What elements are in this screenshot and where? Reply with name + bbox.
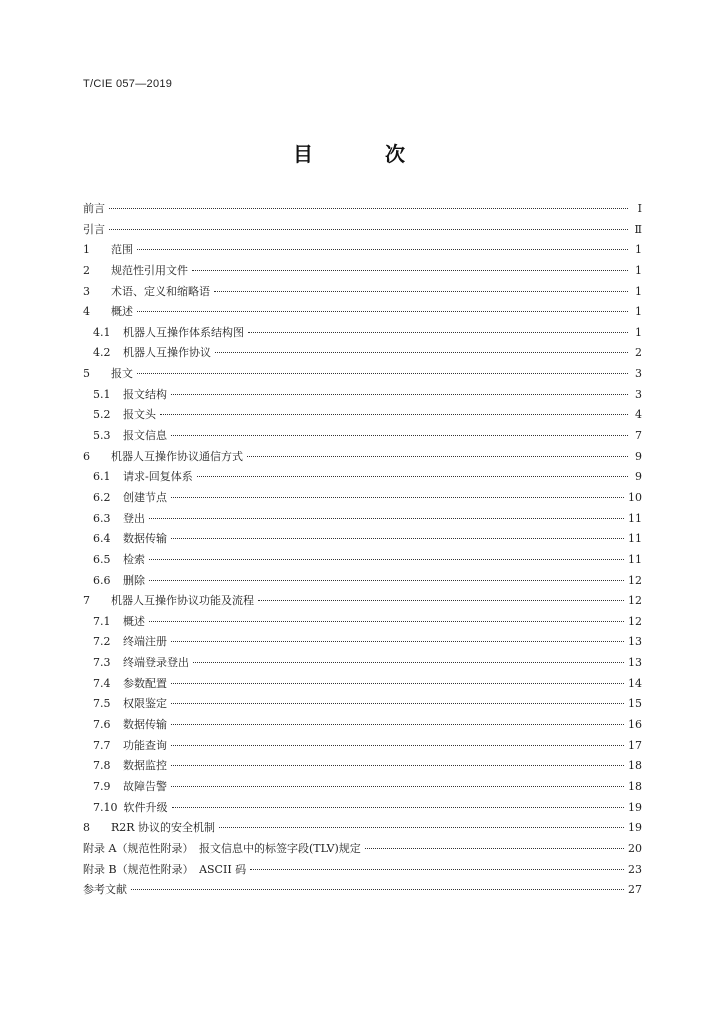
toc-entry-number: 6.6	[93, 573, 111, 587]
toc-entry[interactable]	[83, 447, 642, 468]
toc-entry-label: 参数配置	[123, 676, 167, 690]
toc-entry[interactable]	[83, 282, 642, 303]
toc-leader-dots	[149, 621, 624, 622]
toc-entry[interactable]	[83, 467, 642, 488]
toc-entry-number: 5	[83, 367, 90, 381]
toc-entry-label: 机器人互操作体系结构图	[123, 325, 244, 339]
toc-entry-number: 4.2	[93, 346, 111, 360]
toc-entry-page: 13	[628, 656, 642, 670]
toc-entry[interactable]	[83, 426, 642, 447]
toc-entry-page: 2	[635, 346, 642, 360]
toc-leader-dots	[171, 745, 624, 746]
toc-entry-label: 机器人互操作协议	[123, 346, 211, 360]
toc-entry-page: 13	[628, 635, 642, 649]
toc-entry-number: 7	[83, 594, 90, 608]
toc-entry-label: 报文头	[123, 408, 156, 422]
toc-entry[interactable]	[83, 880, 642, 901]
toc-entry[interactable]	[83, 860, 642, 881]
toc-entry-page: 16	[628, 718, 642, 732]
toc-entry[interactable]	[83, 571, 642, 592]
toc-entry-page: 11	[628, 532, 642, 546]
toc-entry-page: 15	[628, 697, 642, 711]
toc-entry-label: 数据监控	[123, 759, 167, 773]
toc-leader-dots	[192, 270, 628, 271]
document-code: T/CIE 057—2019	[83, 78, 173, 90]
toc-entry[interactable]	[83, 632, 642, 653]
toc-entry-number: 6.2	[93, 490, 111, 504]
toc-entry-label: 概述	[123, 614, 145, 628]
toc-entry-number: 7.5	[93, 697, 111, 711]
toc-entry[interactable]	[83, 591, 642, 612]
toc-leader-dots	[171, 641, 624, 642]
toc-entry[interactable]	[83, 715, 642, 736]
toc-entry[interactable]	[83, 302, 642, 323]
toc-entry-label: 登出	[123, 511, 145, 525]
toc-entry-number: 6	[83, 449, 90, 463]
toc-entry-page: 23	[628, 862, 642, 876]
toc-entry-label: 终端注册	[123, 635, 167, 649]
toc-entry-number: 7.1	[93, 614, 111, 628]
toc-entry-number: 7.7	[93, 738, 111, 752]
toc-entry-page: 9	[635, 449, 642, 463]
toc-entry[interactable]	[83, 509, 642, 530]
toc-entry-label: 终端登录登出	[123, 656, 189, 670]
toc-entry-label: 术语、定义和缩略语	[111, 284, 210, 298]
toc-leader-dots	[137, 311, 628, 312]
toc-entry-label: 报文结构	[123, 387, 167, 401]
toc-entry-number: 6.5	[93, 552, 111, 566]
toc-entry-page: 14	[628, 676, 642, 690]
toc-entry-page: 1	[635, 243, 642, 257]
toc-entry-label: 机器人互操作协议通信方式	[111, 449, 243, 463]
toc-entry-label: 范围	[111, 243, 133, 257]
toc-entry[interactable]	[83, 323, 642, 344]
toc-entry-number: 6.3	[93, 511, 111, 525]
toc-entry-label: 机器人互操作协议功能及流程	[111, 594, 254, 608]
toc-entry-page: 11	[628, 511, 642, 525]
toc-entry[interactable]	[83, 529, 642, 550]
toc-entry-number: 7.4	[93, 676, 111, 690]
toc-leader-dots	[215, 352, 628, 353]
toc-entry-number: 8	[83, 821, 90, 835]
toc-entry-page: 1	[635, 305, 642, 319]
toc-entry-number: 4.1	[93, 325, 111, 339]
toc-entry[interactable]	[83, 488, 642, 509]
toc-leader-dots	[149, 559, 624, 560]
toc-leader-dots	[219, 827, 624, 828]
toc-entry[interactable]	[83, 405, 642, 426]
toc-entry[interactable]	[83, 364, 642, 385]
toc-entry[interactable]	[83, 261, 642, 282]
toc-entry-number: 7.10	[93, 800, 118, 814]
toc-entry[interactable]	[83, 798, 642, 819]
toc-entry-label: 功能查询	[123, 738, 167, 752]
toc-entry-number: 4	[83, 305, 90, 319]
toc-entry[interactable]	[83, 756, 642, 777]
toc-entry-page: 19	[628, 821, 642, 835]
toc-entry-page: Ⅱ	[634, 222, 642, 236]
toc-leader-dots	[171, 765, 624, 766]
toc-entry-label: 报文	[111, 367, 133, 381]
toc-entry-page: 12	[628, 614, 642, 628]
table-of-contents	[83, 199, 642, 901]
toc-entry[interactable]	[83, 694, 642, 715]
toc-leader-dots	[258, 600, 624, 601]
toc-entry-label: 删除	[123, 573, 145, 587]
toc-entry-page: 12	[628, 573, 642, 587]
toc-entry-number: 5.2	[93, 408, 111, 422]
toc-entry-page: 4	[635, 408, 642, 422]
toc-entry-page: 19	[628, 800, 642, 814]
toc-entry-number: 7.8	[93, 759, 111, 773]
toc-entry-label: 引言	[83, 222, 105, 236]
toc-entry[interactable]	[83, 653, 642, 674]
toc-entry-page: 1	[635, 325, 642, 339]
toc-entry[interactable]	[83, 550, 642, 571]
toc-entry-label: R2R 协议的安全机制	[111, 821, 216, 835]
toc-entry-number: 7.6	[93, 718, 111, 732]
toc-entry-number: 1	[83, 243, 90, 257]
toc-entry-label: 数据传输	[123, 718, 167, 732]
toc-leader-dots	[149, 518, 624, 519]
toc-leader-dots	[109, 208, 628, 209]
toc-entry-page: 18	[628, 759, 642, 773]
toc-entry[interactable]	[83, 385, 642, 406]
toc-entry-page: 18	[628, 779, 642, 793]
toc-entry[interactable]	[83, 343, 642, 364]
toc-entry-page: 11	[628, 552, 642, 566]
toc-entry-page: 12	[628, 594, 642, 608]
toc-entry-label: 数据传输	[123, 532, 167, 546]
toc-entry-number: 6.4	[93, 532, 111, 546]
toc-leader-dots	[171, 786, 624, 787]
toc-entry-label: 报文信息	[123, 429, 167, 443]
toc-entry-page: 27	[628, 883, 642, 897]
toc-leader-dots	[197, 476, 628, 477]
toc-entry-label: 概述	[111, 305, 133, 319]
toc-leader-dots	[171, 703, 624, 704]
toc-entry-number: 5.1	[93, 387, 111, 401]
page-title: 目 次	[293, 142, 431, 166]
toc-entry-label: 前言	[83, 202, 105, 215]
toc-entry-label: 请求-回复体系	[123, 470, 193, 484]
toc-entry-number: 5.3	[93, 429, 111, 443]
toc-leader-dots	[171, 435, 628, 436]
toc-entry-number: 2	[83, 263, 90, 277]
toc-entry-number: 3	[83, 284, 90, 298]
toc-leader-dots	[149, 580, 624, 581]
toc-entry-label: 规范性引用文件	[111, 263, 188, 277]
toc-leader-dots	[247, 456, 628, 457]
toc-entry[interactable]	[83, 839, 642, 860]
toc-entry-page: 3	[635, 367, 642, 381]
toc-entry[interactable]	[83, 736, 642, 757]
toc-entry[interactable]	[83, 777, 642, 798]
toc-entry-label: 权限鉴定	[123, 697, 167, 711]
toc-leader-dots	[171, 538, 624, 539]
toc-leader-dots	[250, 869, 624, 870]
toc-entry[interactable]	[83, 612, 642, 633]
toc-leader-dots	[171, 683, 624, 684]
toc-entry[interactable]	[83, 220, 642, 241]
toc-entry-page: 9	[635, 470, 642, 484]
toc-entry[interactable]	[83, 240, 642, 261]
toc-entry-page: Ⅰ	[637, 202, 642, 215]
toc-entry-number: 7.3	[93, 656, 111, 670]
toc-entry-label: 检索	[123, 552, 145, 566]
toc-entry-number: 7.9	[93, 779, 111, 793]
toc-entry[interactable]	[83, 199, 642, 220]
toc-entry-number: 7.2	[93, 635, 111, 649]
toc-entry[interactable]	[83, 818, 642, 839]
toc-entry-page: 1	[635, 284, 642, 298]
toc-leader-dots	[214, 291, 628, 292]
toc-leader-dots	[171, 497, 624, 498]
toc-leader-dots	[137, 373, 628, 374]
toc-entry-label: 软件升级	[123, 800, 168, 814]
toc-leader-dots	[248, 332, 628, 333]
toc-entry-page: 20	[628, 841, 642, 855]
toc-entry-label: 参考文献	[83, 883, 127, 897]
toc-leader-dots	[109, 229, 628, 230]
toc-entry-page: 17	[628, 738, 642, 752]
toc-entry-number: 6.1	[93, 470, 111, 484]
toc-entry-page: 3	[635, 387, 642, 401]
toc-entry-label: 附录 B（规范性附录） ASCII 码	[83, 862, 247, 876]
toc-leader-dots	[365, 848, 624, 849]
toc-leader-dots	[193, 662, 624, 663]
toc-entry-page: 10	[628, 490, 642, 504]
toc-entry-page: 7	[635, 429, 642, 443]
toc-entry-page: 1	[635, 263, 642, 277]
toc-leader-dots	[137, 249, 628, 250]
toc-entry[interactable]	[83, 674, 642, 695]
toc-leader-dots	[171, 724, 624, 725]
toc-leader-dots	[171, 394, 628, 395]
toc-leader-dots	[131, 889, 624, 890]
toc-leader-dots	[172, 807, 625, 808]
toc-entry-label: 附录 A（规范性附录） 报文信息中的标签字段(TLV)规定	[83, 841, 361, 855]
toc-entry-label: 故障告警	[123, 779, 167, 793]
toc-entry-label: 创建节点	[123, 490, 167, 504]
toc-leader-dots	[160, 414, 628, 415]
